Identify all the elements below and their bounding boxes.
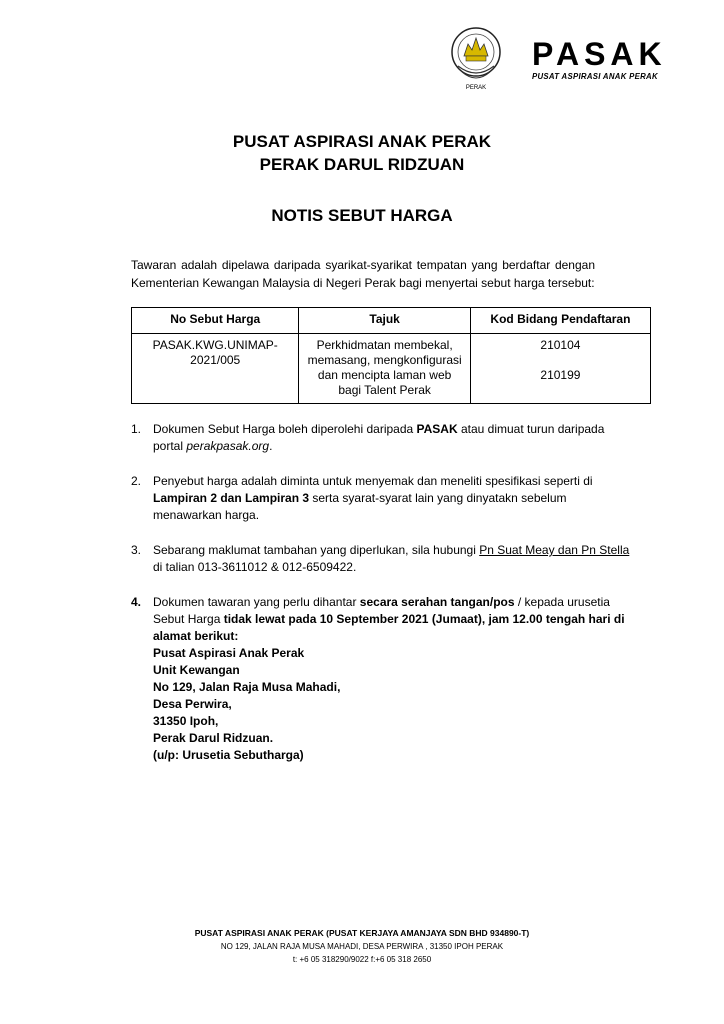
- item-text: serta syarat-syarat lain yang dinyatakn sebelum menawarkan harga.: [153, 491, 567, 522]
- delivery-address: [153, 645, 340, 764]
- list-item: [131, 473, 631, 524]
- footer-company: PUSAT ASPIRASI ANAK PERAK (PUSAT KERJAYA AMANJAYA SDN BHD 934890-T): [194, 928, 530, 938]
- footer-address: NO 129, JALAN RAJA MUSA MAHADI, DESA PERWIRA , 31350 IPOH PERAK: [220, 942, 504, 951]
- item-number: 4.: [131, 595, 142, 609]
- portal-link[interactable]: perakpasak.org: [186, 439, 270, 453]
- pasak-logo: [532, 38, 682, 81]
- address-line: Desa Perwira,: [153, 697, 232, 711]
- intro-paragraph: Tawaran adalah dipelawa daripada syarikat-syarikat tempatan yang berdaftar dengan Kementerian Kewangan Malaysia di Negeri Perak bagi menyertai sebut harga tersebut:: [131, 258, 595, 290]
- ref-line-2: 2021/005: [190, 353, 241, 367]
- address-line: Pusat Aspirasi Anak Perak: [153, 646, 305, 660]
- item-text: / kepada urusetia Sebut Harga: [153, 595, 610, 626]
- item-number: 1.: [131, 422, 142, 436]
- title-line: memasang, mengkonfigurasi: [307, 353, 462, 367]
- org-title: PUSAT ASPIRASI ANAK PERAK: [232, 132, 492, 151]
- footer-contact: t: +6 05 318290/9022 f:+6 05 318 2650: [292, 955, 432, 964]
- table-cell-code: [470, 334, 650, 404]
- list-item: [131, 421, 631, 455]
- item-text: Dokumen tawaran yang perlu dihantar: [153, 595, 360, 609]
- address-line: 31350 Ipoh,: [153, 714, 219, 728]
- header-logos: [440, 18, 680, 93]
- item-number: 3.: [131, 543, 142, 557]
- brand-tagline: PUSAT ASPIRASI ANAK PERAK: [532, 72, 658, 81]
- perak-crest-icon: [448, 22, 504, 92]
- item-bold: tidak lewat pada 10 September 2021 (Jumaat), jam 12.00 tengah hari di alamat berikut:: [153, 612, 625, 643]
- registration-code: 210104: [540, 338, 581, 352]
- contact-persons: Pn Suat Meay dan Pn Stella: [479, 543, 630, 557]
- item-text: Sebarang maklumat tambahan yang diperlukan, sila hubungi: [153, 543, 480, 557]
- title-line: dan mencipta laman web: [317, 368, 452, 382]
- org-location: PERAK DARUL RIDZUAN: [259, 155, 465, 174]
- notice-title: NOTIS SEBUT HARGA: [271, 206, 453, 225]
- title-line: bagi Talent Perak: [338, 383, 431, 397]
- table-header-code: Kod Bidang Pendaftaran: [470, 308, 650, 334]
- crest-caption: PERAK: [465, 85, 487, 91]
- item-text: Penyebut harga adalah diminta untuk menyemak dan meneliti spesifikasi seperti di: [153, 474, 593, 488]
- table-row: [132, 334, 651, 404]
- address-line: Unit Kewangan: [153, 663, 240, 677]
- item-bold: PASAK: [416, 422, 458, 436]
- table-cell-ref: [132, 334, 299, 404]
- list-item: [131, 542, 631, 576]
- list-item: [131, 594, 631, 645]
- address-line: Perak Darul Ridzuan.: [153, 731, 274, 745]
- item-text: Dokumen Sebut Harga boleh diperolehi daripada: [153, 422, 417, 436]
- quotation-table: [131, 307, 651, 404]
- table-header-row: [132, 308, 651, 334]
- item-number: 2.: [131, 474, 142, 488]
- title-line: Perkhidmatan membekal,: [316, 338, 453, 352]
- address-line: No 129, Jalan Raja Musa Mahadi,: [153, 680, 341, 694]
- item-bold: Lampiran 2 dan Lampiran 3: [153, 491, 310, 505]
- item-text: di talian 013-3611012 & 012-6509422.: [153, 560, 357, 574]
- brand-name: PASAK: [532, 36, 667, 72]
- table-cell-title: [299, 334, 470, 404]
- item-bold: secara serahan tangan/pos: [359, 595, 515, 609]
- table-header-title: Tajuk: [299, 308, 470, 334]
- table-header-ref: No Sebut Harga: [132, 308, 299, 334]
- item-text: .: [269, 439, 273, 453]
- item-text: atau dimuat turun daripada portal: [153, 422, 605, 453]
- registration-code: 210199: [540, 368, 581, 382]
- ref-line-1: PASAK.KWG.UNIMAP-: [152, 338, 278, 352]
- notice-items: [131, 421, 631, 663]
- address-line: (u/p: Urusetia Sebutharga): [153, 748, 304, 762]
